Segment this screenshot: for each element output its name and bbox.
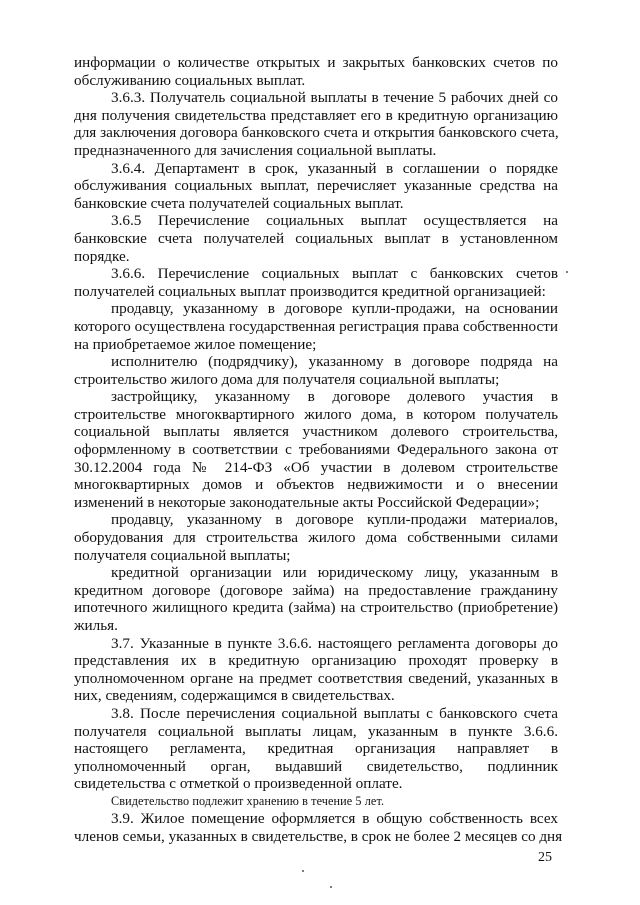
text-line: обслуживанию социальных выплат. [74,71,306,89]
text-line: кредитном договоре (договоре займа) на предоставление гражданину [74,581,558,599]
text-line: ипотечного жилищного кредита (займа) на строительство (приобретение) [74,599,558,617]
text-line: на приобретаемое жилое помещение; [74,335,317,353]
text-line: представления их в кредитную организацию проходят проверку в [74,652,558,670]
text-line: членов семьи, указанных в свидетельстве, в срок не более 2 месяцев со дня [74,827,563,845]
text-line: исполнителю (подрядчику), указанному в договоре подряда на [111,353,558,371]
text-line: которого осуществлена государственная регистрация права собственности [74,317,558,335]
text-line: уполномоченный орган, выдавший свидетельство, подлинник [74,757,558,775]
text-line: дня получения свидетельства представляет его в кредитную организацию [74,106,558,124]
scan-speck [566,271,568,273]
text-line: них, сведениям, содержащимся в свидетельствах. [74,687,395,705]
text-line: застройщику, указанному в договоре долевого участия в [111,388,558,406]
text-line: получателя социальной выплаты; [74,546,291,564]
text-line: 3.6.5 Перечисление социальных выплат осуществляется на [111,212,558,230]
text-line: информации о количестве открытых и закрытых банковских счетов по [74,54,558,71]
text-line: оформленному в соответствии с требованиями Федерального закона от [74,441,558,459]
text-line: получателей социальных выплат производится кредитной организацией: [74,282,546,300]
text-line: настоящего регламента, кредитная организация направляет в [74,740,558,758]
text-line: порядке. [74,247,130,265]
text-line: уполномоченном органе на предмет соответствия сведений, указанных в [74,669,558,687]
scan-speck [330,886,332,888]
text-line: строительстве многоквартирного жилого дома, в котором получатель [74,405,558,423]
text-line: социальной выплаты является участником долевого строительства, [74,423,558,441]
text-line: обслуживания социальных выплат, перечисляет указанные средства на [74,177,558,195]
text-line: 3.6.6. Перечисление социальных выплат с банковских счетов [111,265,558,283]
text-line: кредитной организации или юридическому лицу, указанным в [111,564,558,582]
text-line: 3.8. После перечисления социальной выплаты с банковского счета [111,704,558,722]
page-number: 25 [538,850,552,865]
text-line: банковские счета получателей социальных выплат в установленном [74,229,558,247]
text-line: многоквартирных домов и объектов недвижимости и о внесении [74,476,558,494]
scan-speck [302,870,304,872]
text-line: 30.12.2004 года № 214-ФЗ «Об участии в долевом строительстве [74,458,558,476]
storage-note-line: Свидетельство подлежит хранению в течение 5 лет. [111,793,385,808]
text-line: продавцу, указанному в договоре купли-продажи материалов, [111,511,558,529]
text-line: 3.6.4. Департамент в срок, указанный в соглашении о порядке [111,159,558,177]
text-line: 3.7. Указанные в пункте 3.6.6. настоящего регламента договоры до [111,634,558,652]
text-line: продавцу, указанному в договоре купли-продажи, на основании [111,300,558,318]
text-line: получателя социальной выплаты лицам, указанным в пункте 3.6.6. [74,722,558,740]
text-line: банковские счета получателей социальных выплат. [74,194,404,212]
text-line: оборудования для строительства жилого дома собственными силами [74,529,558,547]
document-body [74,54,563,845]
text-line: жилья. [74,617,118,634]
text-line: предназначенного для зачисления социальной выплаты. [74,141,437,159]
text-line: для заключения договора банковского счета и открытия банковского счета, [74,124,559,142]
text-line: 3.6.3. Получатель социальной выплаты в течение 5 рабочих дней со [111,89,558,107]
text-line: строительство жилого дома для получателя социальной выплаты; [74,370,500,388]
text-line: 3.9. Жилое помещение оформляется в общую собственность всех [111,809,558,827]
text-line: свидетельства с отметкой о произведенной оплате. [74,775,403,793]
text-line: изменений в некоторые законодательные акты Российской Федерации»; [74,493,540,511]
